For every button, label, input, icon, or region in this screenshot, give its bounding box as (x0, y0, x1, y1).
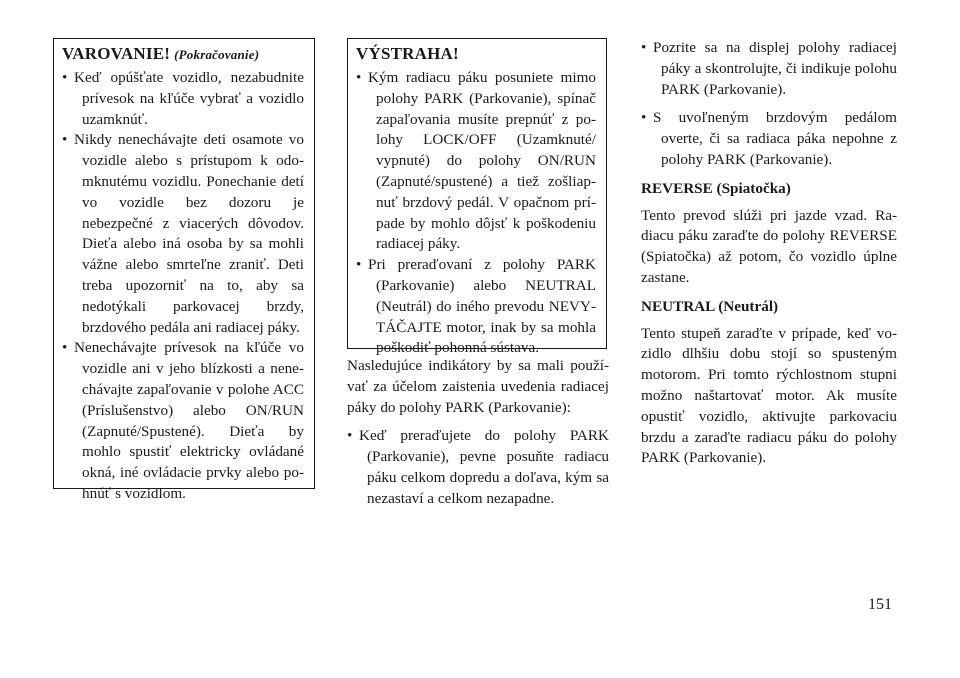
caution-box (347, 38, 607, 357)
page-number: 151 (868, 596, 892, 613)
neutral-paragraph: Tento stupeň zaraďte v prípade, keď vozidlo dlhšiu dobu stojí so spusteným motorom. Pri tomto rýchlostnom stupni možno naštartovať motor. Ak musíte opustiť vozidlo, aktivujte parkovaciu brzdu a zaraďte radiacu páku do polohy PARK (Parkovanie). (641, 324, 897, 467)
intro-paragraph: Nasledujúce indikátory by sa mali používať za účelom zaistenia uvedenia radiacej páky do polohy PARK (Parkovanie): (347, 357, 609, 416)
warning-subtitle: (Pokračovanie) (174, 47, 260, 62)
list-item: • Kým radiacu páku posuniete mimo polohy PARK (Parkovanie), spínač zapaľovania musíte prepnúť z polohy LOCK/OFF (Uzamknuté/ vypnuté) do polohy ON/RUN (Zapnuté/spustené) a tiež zošliapnuť brzdový pedál. V opačnom prípade by mohlo dôjsť k poškodeniu radiacej páky. (356, 68, 596, 255)
warning-box (53, 38, 315, 502)
reverse-paragraph: Tento prevod slúži pri jazde vzad. Radiacu páku zaraďte do polohy REVERSE (Spiatočka) až potom, čo vozidlo úplne zastane. (641, 206, 897, 286)
warning-list (62, 68, 304, 505)
list-item: • Keď opúšťate vozidlo, nezabudnite prívesok na kľúče vybrať a vozidlo uzamknúť. (62, 68, 304, 130)
list-item: • Nenechávajte prívesok na kľúče vo vozidle ani v jeho blízkosti a nenechávajte zapaľovanie v polohe ACC (Príslušenstvo) alebo ON/RUN (Zapnuté/Spustené). Dieťa by mohlo spustiť elektricky ovládané okná, iné ovládacie prvky alebo pohnúť s vozidlom. (62, 338, 304, 504)
list-item: • Keď preraďujete do polohy PARK (Parkovanie), pevne posuňte radiacu páku celkom dopredu a doľava, kým sa nezastaví a celkom nezapadne. (347, 426, 609, 509)
neutral-heading: NEUTRAL (Neutrál) (641, 297, 779, 315)
warning-title-text: VAROVANIE! (62, 44, 171, 63)
right-column (641, 38, 897, 469)
list-item: • Pri preraďovaní z polohy PARK (Parkovanie) alebo NEUTRAL (Neutrál) do iného prevodu NEVYTÁČAJTE motor, inak by sa mohla poškodiť pohonná sústava. (356, 255, 596, 359)
warning-title (62, 44, 304, 64)
list-item: • S uvoľneným brzdovým pedálom overte, či sa radiaca páka nepohne z polohy PARK (Parkovanie). (641, 108, 897, 170)
list-item: • Nikdy nenechávajte deti osamote vo vozidle alebo s prístupom k odomknutému vozidlu. Ponechanie detí vo vozidle bez dozoru je nebezpečné z viacerých dôvodov. Dieťa alebo iná osoba by sa mohli vážne alebo smrteľne zraniť. Deti treba upozorniť na to, aby sa nedotýkali parkovacej brzdy, brzdového pedála ani radiacej páky. (62, 130, 304, 338)
park-indicator-list (347, 426, 609, 509)
caution-title: VÝSTRAHA! (356, 44, 459, 63)
caution-list (356, 68, 596, 359)
reverse-heading: REVERSE (Spiatočka) (641, 179, 791, 197)
park-indicator-list-cont (641, 38, 897, 171)
list-item: • Pozrite sa na displej polohy radiacej páky a skontrolujte, či indikuje polohu PARK (Parkovanie). (641, 38, 897, 100)
middle-column-text (347, 356, 609, 510)
